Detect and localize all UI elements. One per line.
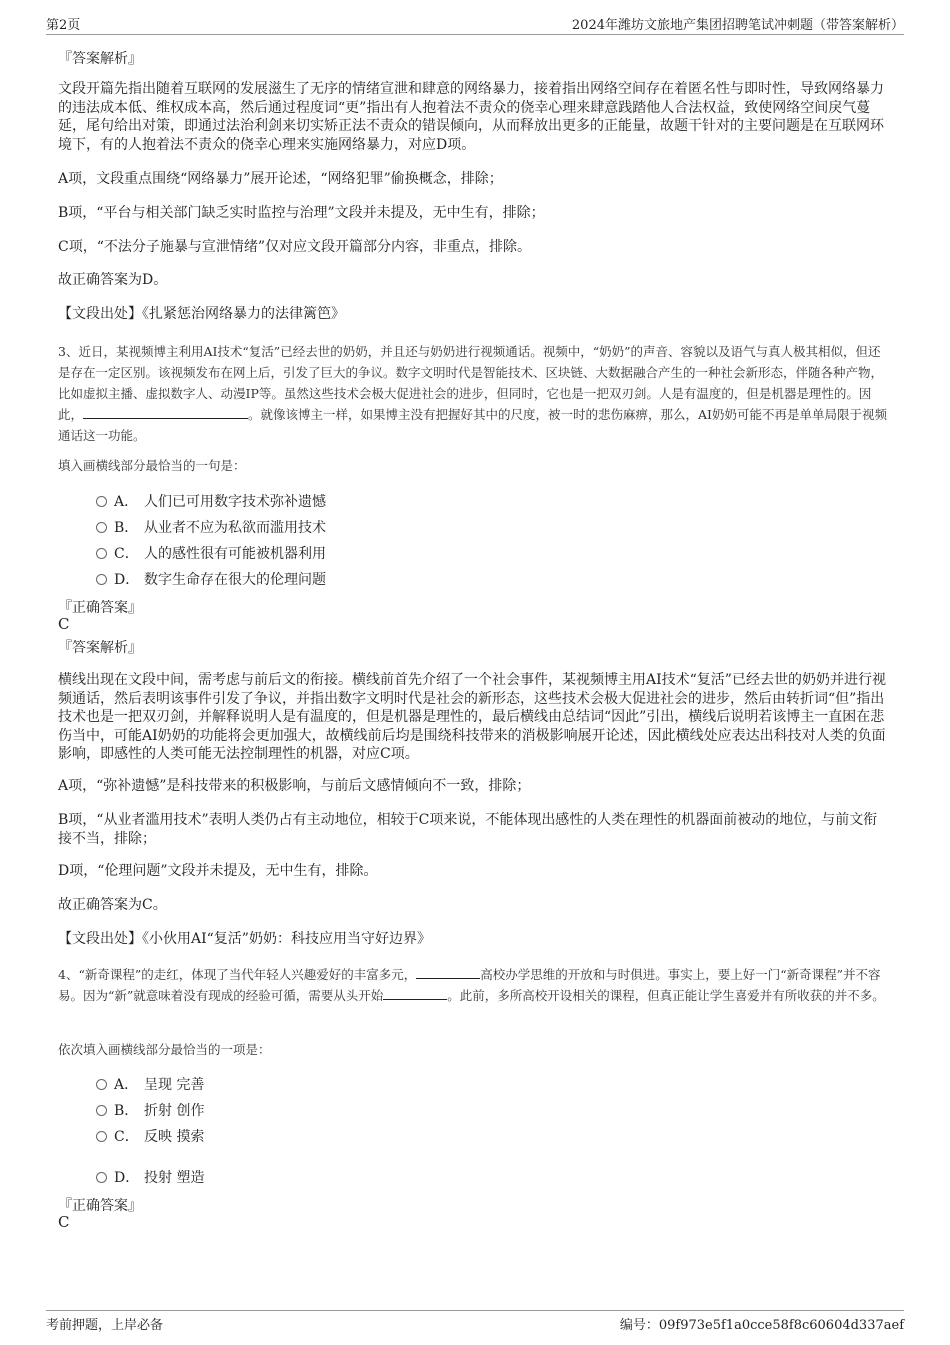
q2-conclusion: 故正确答案为D。 (58, 272, 168, 288)
q2-analysis-text: 文段开篇先指出随着互联网的发展滋生了无序的情绪宣泄和肆意的网络暴力，接着指出网络空间存在着匿名性与即时性，导致网络暴力的违法成本低、维权成本高，然后通过程度词“更”指出有人抱着法不责众的侥幸心理来肆意践踏他人合法权益，致使网络空间戾气蔓延，尾句给出对策，即通过法治利剑来切实矫正法不责众的错误倾向，从而释放出更多的正能量，故题干针对的主要问题是在互联网环境下，有的人抱着法不责众的侥幸心理来实施网络暴力，对应D项。 (58, 81, 884, 153)
q3-option-a[interactable]: A． 人们已可用数字技术弥补遗憾 (96, 491, 326, 511)
q4-option-b[interactable]: B． 折射 创作 (96, 1100, 204, 1120)
q3-option-d[interactable]: D． 数字生命存在很大的伦理问题 (96, 569, 326, 589)
radio-icon[interactable] (96, 522, 107, 533)
page-footer (46, 1310, 904, 1335)
radio-icon[interactable] (96, 1079, 107, 1090)
page-number: 第2页 (46, 18, 81, 33)
footer-slogan: 考前押题，上岸必备 (46, 1318, 164, 1333)
q4-option-d[interactable]: D． 投射 塑造 (96, 1167, 204, 1187)
document-serial: 编号：09f973e5f1a0cce58f8c60604d337aef (619, 1318, 904, 1333)
q4-fill-blank-1 (416, 966, 480, 979)
q3-analysis-b: B项，“从业者滥用技术”表明人类仍占有主动地位，相较于C项来说，不能体现出感性的人类在理性的机器面前被动的地位，与前文衔接不当，排除； (58, 812, 878, 847)
q3-conclusion: 故正确答案为C。 (58, 897, 167, 913)
q4-fill-blank-2 (383, 987, 447, 1000)
q3-option-c[interactable]: C． 人的感性很有可能被机器利用 (96, 543, 326, 563)
q3-stem: 3、近日，某视频博主利用AI技术“复活”已经去世的奶奶，并且还与奶奶进行视频通话。视频中，“奶奶”的声音、容貌以及语气与真人极其相似，但还是存在一定区别。该视频发布在网上后，引发了巨大的争议。数字文明时代是智能技术、区块链、大数据融合产生的一种社会新形态，伴随各种产物，比如虚拟主播、虚拟数字人、动漫IP等。虽然这些技术会极大促进社会的进步，但同时，它也是一把双刃剑。人是有温度的，但是机器是理性的。因此， 。就像该博主一样，如果博主没有把握好其中的尺度，被一时的悲伤麻痹，那么，AI奶奶可能不再是单单局限于视频通话这一功能。 (58, 344, 887, 443)
q3-analysis-text: 横线出现在文段中间，需考虑与前后文的衔接。横线前首先介绍了一个社会事件，某视频博主用AI技术“复活”已经去世的奶奶并进行视频通话，然后表明该事件引发了争议，并指出数字文明时代是社会的新形态，这些技术会极大促进社会的进步，然后由转折词“但”指出技术也是一把双刃剑，并解释说明人是有温度的，但是机器是理性的，最后横线由总结词“因此”引出，横线后说明若该博主一直困在悲伤当中，可能AI奶奶的功能将会更加强大，故横线前后均是围绕科技带来的消极影响展开论述，因此横线处应表达出科技对人类的负面影响，即感性的人类可能无法控制理性的机器，对应C项。 (58, 672, 886, 762)
q4-stem: 4、“新奇课程”的走红，体现了当代年轻人兴趣爱好的丰富多元， 高校办学思维的开放和与时俱进。事实上，要上好一门“新奇课程”并不容易。因为“新”就意味着没有现成的经验可循，需要从头开始 。此前，多所高校开设相关的课程，但真正能让学生喜爱并有所收获的并不多。 (58, 967, 885, 1003)
radio-icon[interactable] (96, 1131, 107, 1142)
document-title: 2024年潍坊文旅地产集团招聘笔试冲刺题（带答案解析） (571, 18, 904, 33)
q3-source: 【文段出处】《小伙用AI“复活”奶奶：科技应用当守好边界》 (58, 931, 431, 947)
q2-analysis-label: 『答案解析』 (58, 51, 142, 67)
radio-icon[interactable] (96, 1172, 107, 1183)
radio-icon[interactable] (96, 548, 107, 559)
q2-analysis-a: A项，文段重点围绕“网络暴力”展开论述，“网络犯罪”偷换概念，排除； (58, 171, 503, 187)
q3-answer: C (58, 615, 70, 633)
q4-option-c[interactable]: C． 反映 摸索 (96, 1126, 204, 1146)
q2-analysis-b: B项，“平台与相关部门缺乏实时监控与治理”文段并未提及，无中生有，排除； (58, 205, 545, 221)
radio-icon[interactable] (96, 496, 107, 507)
q4-answer-label: 『正确答案』 (58, 1198, 142, 1214)
q3-analysis-a: A项，“弥补遗憾”是科技带来的积极影响，与前后文感情倾向不一致，排除； (58, 778, 531, 794)
q3-analysis-d: D项，“伦理问题”文段并未提及，无中生有，排除。 (58, 863, 378, 879)
q4-option-a[interactable]: A． 呈现 完善 (96, 1074, 204, 1094)
page-header (46, 12, 904, 35)
q3-answer-label: 『正确答案』 (58, 600, 142, 616)
radio-icon[interactable] (96, 574, 107, 585)
q2-source: 【文段出处】《扎紧惩治网络暴力的法律篱笆》 (58, 306, 345, 322)
radio-icon[interactable] (96, 1105, 107, 1116)
q3-analysis-label: 『答案解析』 (58, 640, 142, 656)
q2-analysis-c: C项，“不法分子施暴与宣泄情绪”仅对应文段开篇部分内容，非重点，排除。 (58, 239, 532, 255)
q3-prompt: 填入画横线部分最恰当的一句是： (58, 458, 246, 473)
q3-fill-blank (83, 406, 248, 419)
q4-answer: C (58, 1213, 70, 1231)
q4-prompt: 依次填入画横线部分最恰当的一项是： (58, 1042, 271, 1057)
q3-option-b[interactable]: B． 从业者不应为私欲而滥用技术 (96, 517, 326, 537)
